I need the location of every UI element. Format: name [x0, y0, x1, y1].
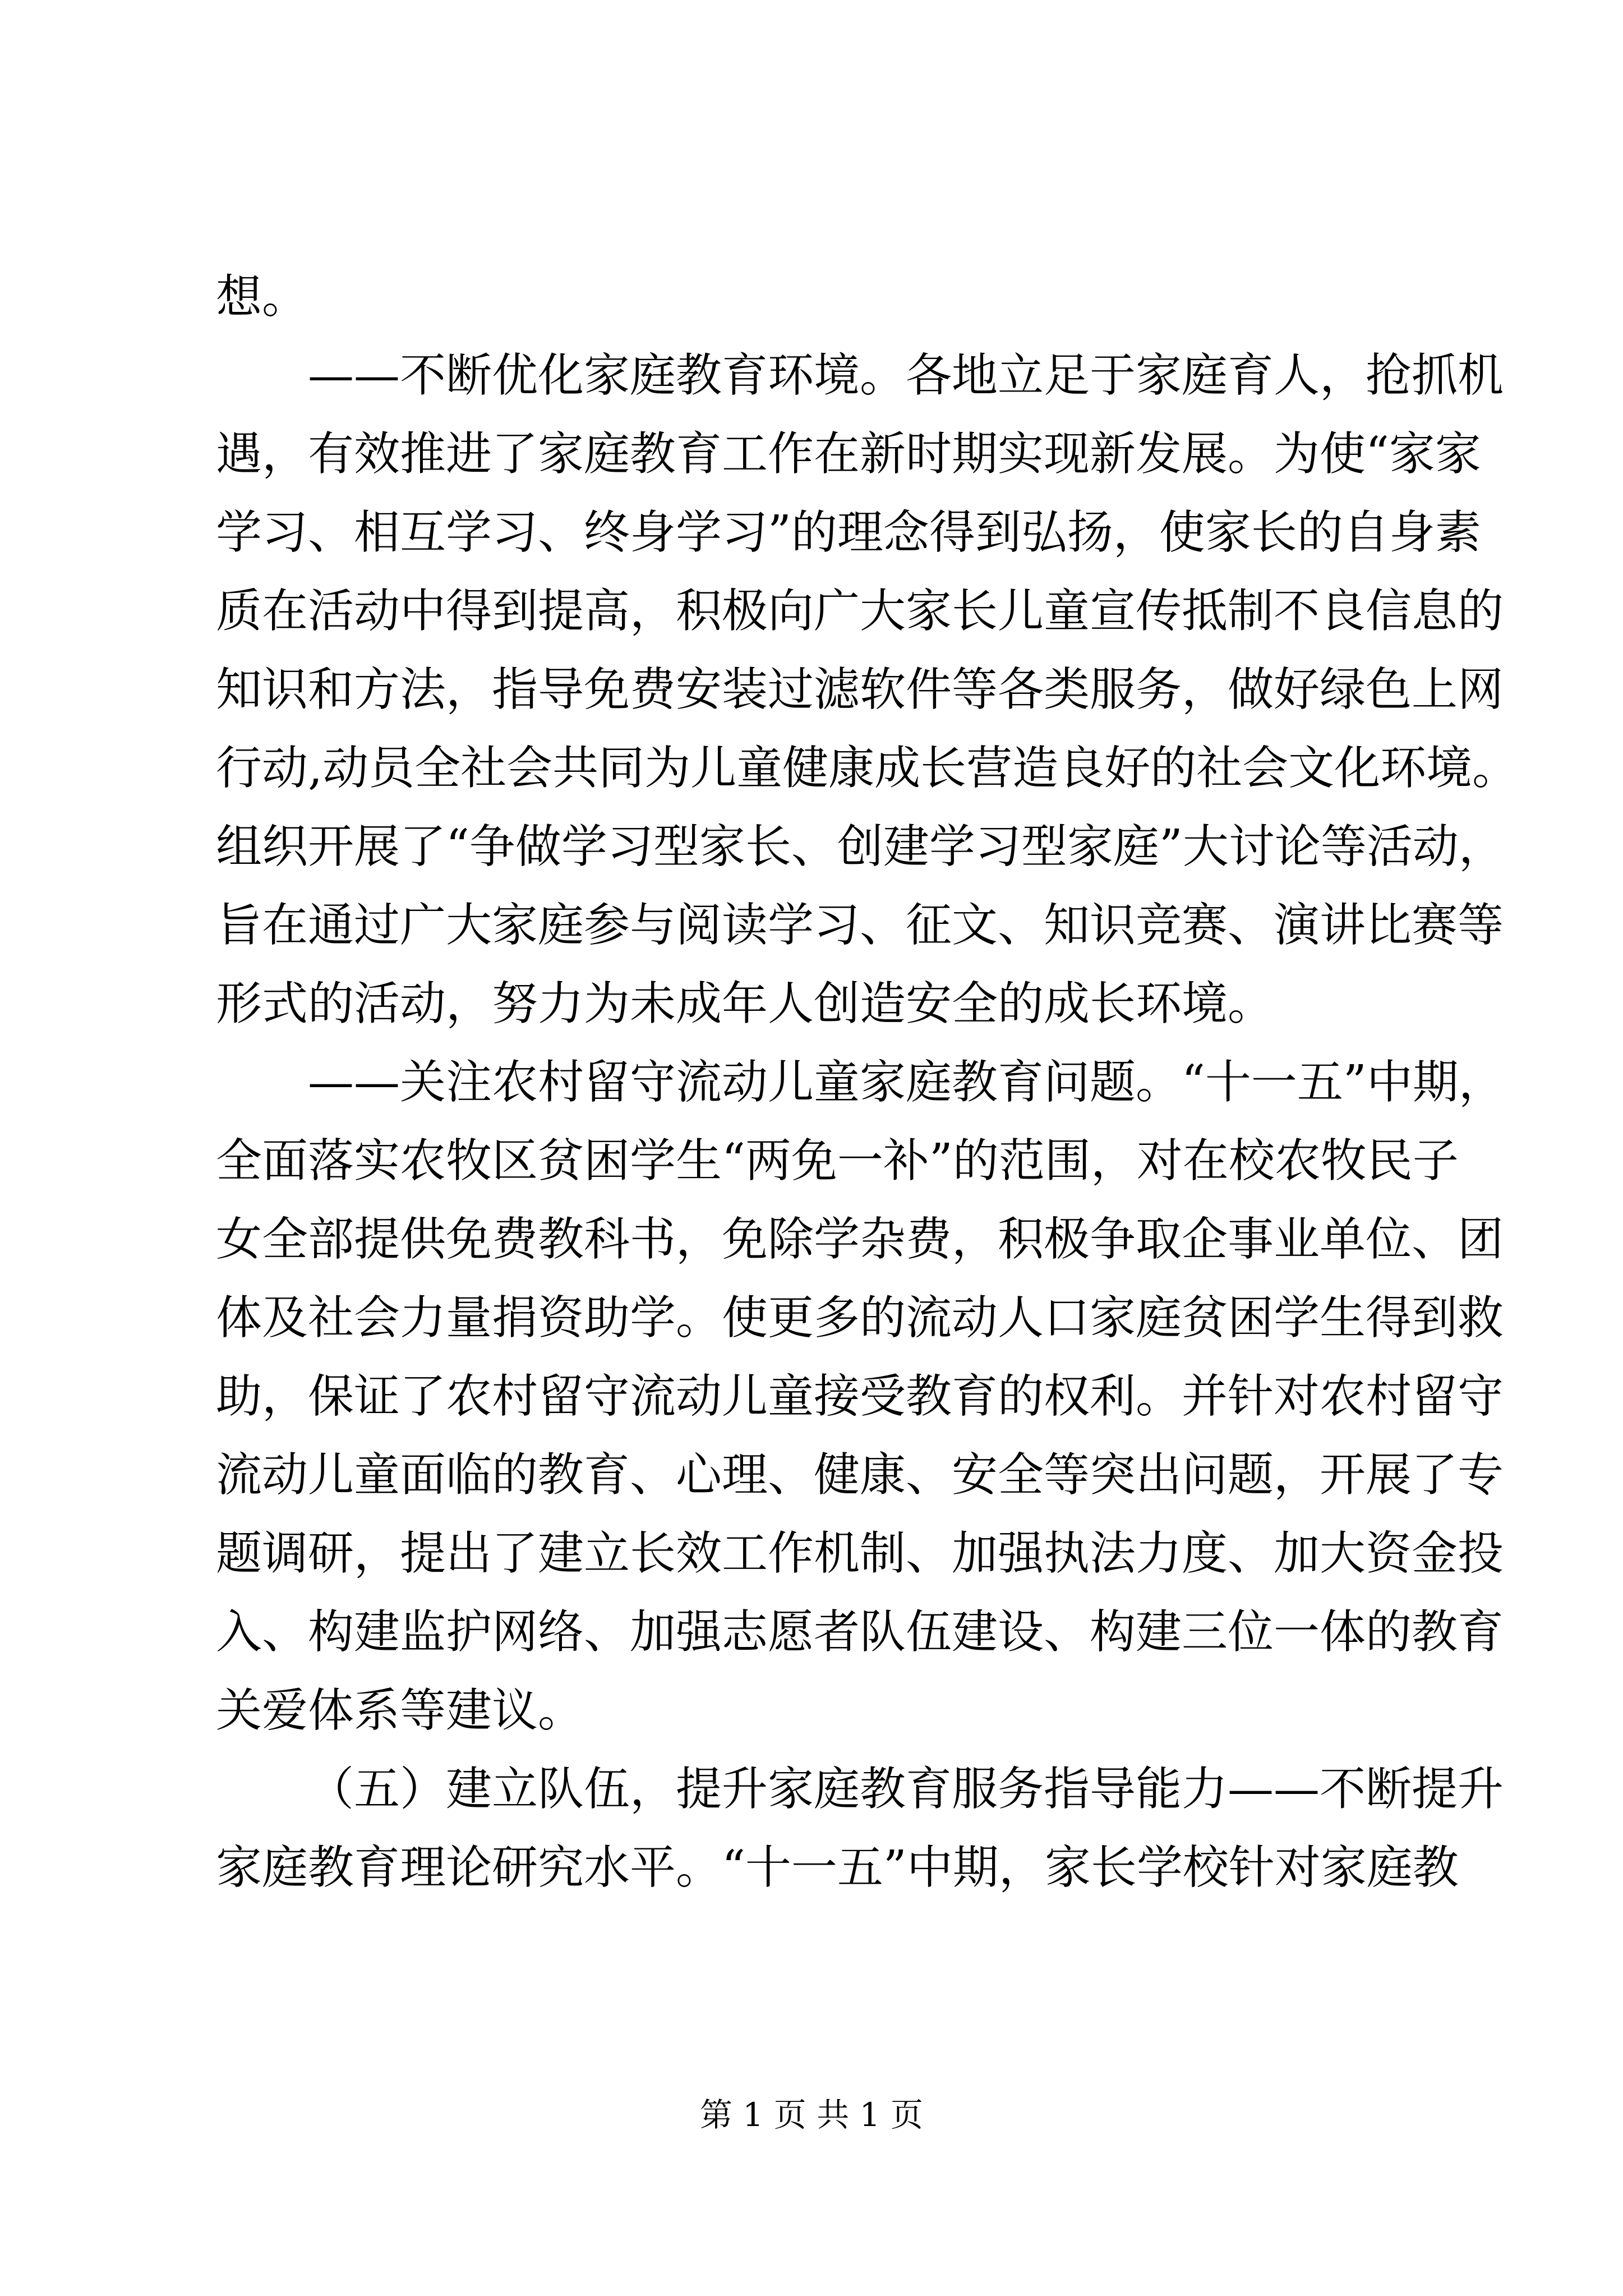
text-line: 入、构建监护网络、加强志愿者队伍建设、构建三位一体的教育 [216, 1605, 1504, 1659]
text-line: ——不断优化家庭教育环境。各地立足于家庭育人，抢抓机 [308, 349, 1504, 402]
text-line: 家庭教育理论研究水平。“十一五”中期，家长学校针对家庭教 [216, 1841, 1459, 1894]
text-line: 遇，有效推进了家庭教育工作在新时期实现新发展。为使“家家 [216, 427, 1481, 481]
text-line: 流动儿童面临的教育、心理、健康、安全等突出问题，开展了专 [216, 1448, 1504, 1502]
text-line: 学习、相互学习、终身学习”的理念得到弘扬，使家长的自身素 [216, 506, 1481, 559]
text-line: 体及社会力量捐资助学。使更多的流动人口家庭贫困学生得到救 [216, 1291, 1504, 1345]
page-number-footer: 第 1 页 共 1 页 [700, 2096, 923, 2134]
text-line: 想。 [216, 270, 308, 324]
text-line: ——关注农村留守流动儿童家庭教育问题。“十一五”中期， [308, 1056, 1505, 1109]
text-line: 关爱体系等建议。 [216, 1684, 584, 1737]
text-line: 全面落实农牧区贫困学生“两免一补”的范围，对在校农牧民子 [216, 1134, 1459, 1188]
text-line: 质在活动中得到提高，积极向广大家长儿童宣传抵制不良信息的 [216, 585, 1504, 638]
text-line: 题调研，提出了建立长效工作机制、加强执法力度、加大资金投 [216, 1527, 1504, 1580]
text-line: 知识和方法，指导免费安装过滤软件等各类服务，做好绿色上网 [216, 663, 1504, 716]
text-line: （五）建立队伍，提升家庭教育服务指导能力——不断提升 [308, 1763, 1504, 1816]
text-line: 女全部提供免费教科书，免除学杂费，积极争取企事业单位、团 [216, 1213, 1504, 1266]
text-line: 旨在通过广大家庭参与阅读学习、征文、知识竞赛、演讲比赛等 [216, 899, 1504, 952]
text-line: 组织开展了“争做学习型家长、创建学习型家庭”大讨论等活动， [216, 820, 1505, 873]
text-line: 助，保证了农村留守流动儿童接受教育的权利。并针对农村留守 [216, 1370, 1504, 1423]
text-line: 行动,动员全社会共同为儿童健康成长营造良好的社会文化环境。 [216, 742, 1519, 795]
text-line: 形式的活动，努力为未成年人创造安全的成长环境。 [216, 977, 1274, 1030]
document-body [216, 258, 1519, 1907]
